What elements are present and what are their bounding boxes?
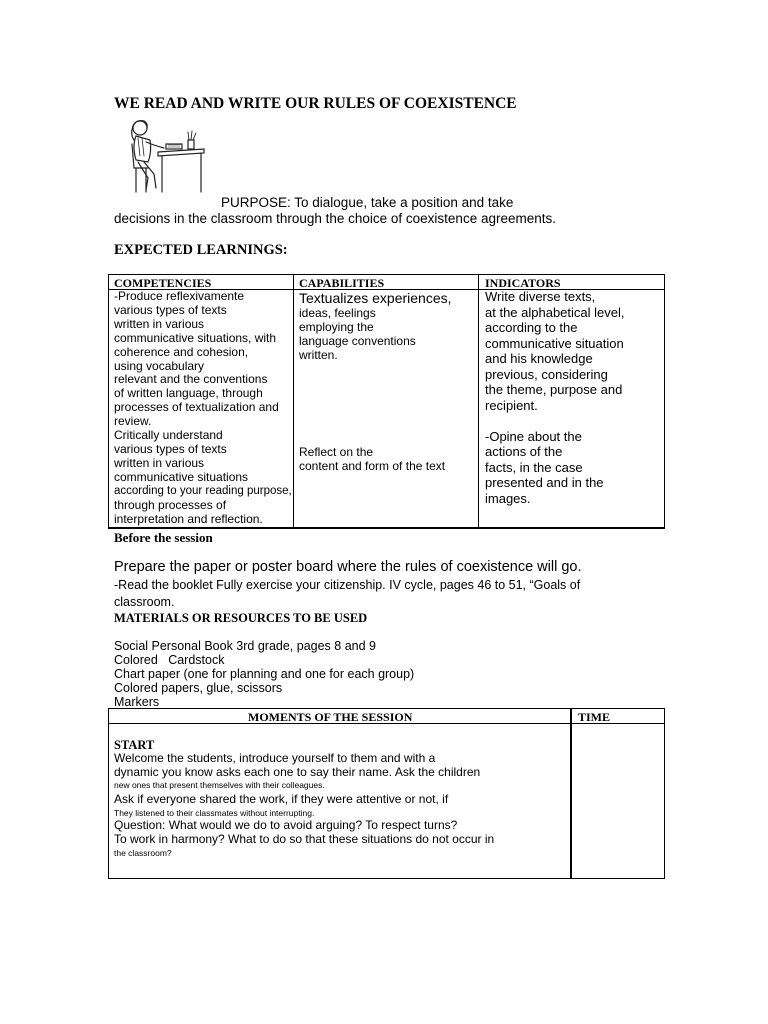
resource-item: Colored papers, glue, scissors bbox=[114, 681, 283, 695]
resource-item: Social Personal Book 3rd grade, pages 8 and 9 bbox=[114, 639, 376, 653]
learnings-table-col-divider-2 bbox=[478, 274, 479, 528]
moment-line: To work in harmony? What to do so that these situations do not occur in bbox=[114, 831, 495, 846]
capabilities-cell-2 bbox=[299, 446, 445, 474]
competency-line: written in various bbox=[114, 316, 205, 331]
moment-line: dynamic you know asks each one to say their name. Ask the children bbox=[114, 764, 481, 779]
moments-table-col-divider bbox=[570, 708, 572, 879]
competency-line: review. bbox=[114, 414, 152, 429]
competency-line: communicative situations bbox=[114, 469, 249, 484]
competency-line: Critically understand bbox=[114, 428, 223, 443]
moments-start-text bbox=[114, 752, 494, 859]
competency-line: of written language, through bbox=[114, 386, 263, 401]
capability-line: ideas, feelings bbox=[299, 306, 376, 320]
competency-line: various types of texts bbox=[114, 302, 227, 317]
moment-line: Ask if everyone shared the work, if they were attentive or not, if bbox=[114, 792, 449, 807]
header-time: TIME bbox=[578, 710, 611, 724]
capability-line: Reflect on the bbox=[299, 445, 374, 459]
indicator-line bbox=[485, 413, 624, 429]
moment-line: Welcome the students, introduce yourself to them and with a bbox=[114, 751, 436, 765]
capability-line: language conventions bbox=[299, 333, 416, 348]
capability-line: written. bbox=[299, 347, 338, 362]
indicator-line: at the alphabetical level, bbox=[485, 304, 625, 320]
header-competencies: COMPETENCIES bbox=[114, 276, 212, 290]
start-label: START bbox=[114, 738, 155, 752]
indicator-line: according to the bbox=[485, 320, 578, 335]
moment-line: new ones that present themselves with their colleagues. bbox=[114, 780, 325, 791]
indicator-line: and his knowledge bbox=[485, 351, 593, 366]
before-session-heading: Before the session bbox=[114, 530, 213, 545]
indicator-line: facts, in the case bbox=[485, 459, 583, 475]
competencies-cell bbox=[114, 290, 292, 526]
indicator-line: images. bbox=[485, 490, 531, 506]
indicator-line: previous, considering bbox=[485, 366, 608, 382]
learnings-table-bottom-rule bbox=[108, 527, 665, 529]
prepare-instruction: Prepare the paper or poster board where the rules of coexistence will go. bbox=[114, 559, 582, 575]
moment-line: the classroom? bbox=[114, 847, 172, 858]
competency-line: written in various bbox=[114, 455, 205, 470]
purpose-line-1: PURPOSE: To dialogue, take a position and take bbox=[221, 195, 514, 210]
page-title: WE READ AND WRITE OUR RULES OF COEXISTENCE bbox=[114, 95, 517, 112]
competency-line: communicative situations, with bbox=[114, 330, 277, 345]
indicator-line: recipient. bbox=[485, 397, 538, 413]
competency-line: processes of textualization and bbox=[114, 400, 279, 415]
capability-line: employing the bbox=[299, 319, 374, 334]
moment-line: Question: What would we do to avoid arguing? To respect turns? bbox=[114, 818, 458, 833]
competency-line: through processes of bbox=[114, 497, 227, 512]
capability-line: Textualizes experiences, bbox=[299, 290, 452, 306]
indicator-line: actions of the bbox=[485, 444, 563, 459]
competency-line: -Produce reflexivamente bbox=[114, 289, 245, 303]
resource-item: Colored Cardstock bbox=[114, 653, 225, 667]
indicators-cell bbox=[485, 289, 624, 506]
capability-line: content and form of the text bbox=[299, 458, 446, 473]
expected-learnings-heading: EXPECTED LEARNINGS: bbox=[114, 242, 288, 258]
header-capabilities: CAPABILITIES bbox=[299, 276, 385, 290]
competency-line: coherence and cohesion, bbox=[114, 344, 249, 359]
indicator-line: presented and in the bbox=[485, 475, 604, 490]
child-writing-illustration bbox=[118, 116, 208, 196]
resource-item: Chart paper (one for planning and one for each group) bbox=[114, 667, 415, 681]
resource-item: Markers bbox=[114, 695, 160, 709]
moment-line: They listened to their classmates without interrupting. bbox=[114, 808, 315, 819]
capabilities-cell-1 bbox=[299, 290, 452, 363]
learnings-table-col-divider-1 bbox=[293, 274, 294, 528]
indicator-line: -Opine about the bbox=[485, 428, 582, 444]
competency-line: various types of texts bbox=[114, 441, 227, 456]
materials-heading: MATERIALS OR RESOURCES TO BE USED bbox=[114, 611, 368, 625]
purpose-line-2: decisions in the classroom through the choice of coexistence agreements. bbox=[114, 211, 556, 226]
competency-line: relevant and the conventions bbox=[114, 372, 268, 387]
indicator-line: the theme, purpose and bbox=[485, 382, 623, 397]
read-instruction-line-2: classroom. bbox=[114, 595, 175, 609]
header-moments: MOMENTS OF THE SESSION bbox=[248, 710, 413, 724]
competency-line: according to your reading purpose, bbox=[114, 484, 292, 497]
indicator-line: Write diverse texts, bbox=[485, 289, 596, 304]
read-instruction-line-1: -Read the booklet Fully exercise your citizenship. IV cycle, pages 46 to 51, “Goals of bbox=[114, 578, 581, 592]
competency-line: interpretation and reflection. bbox=[114, 511, 263, 526]
header-indicators: INDICATORS bbox=[485, 276, 561, 290]
resources-list bbox=[114, 639, 414, 709]
competency-line: using vocabulary bbox=[114, 358, 205, 373]
indicator-line: communicative situation bbox=[485, 335, 624, 351]
